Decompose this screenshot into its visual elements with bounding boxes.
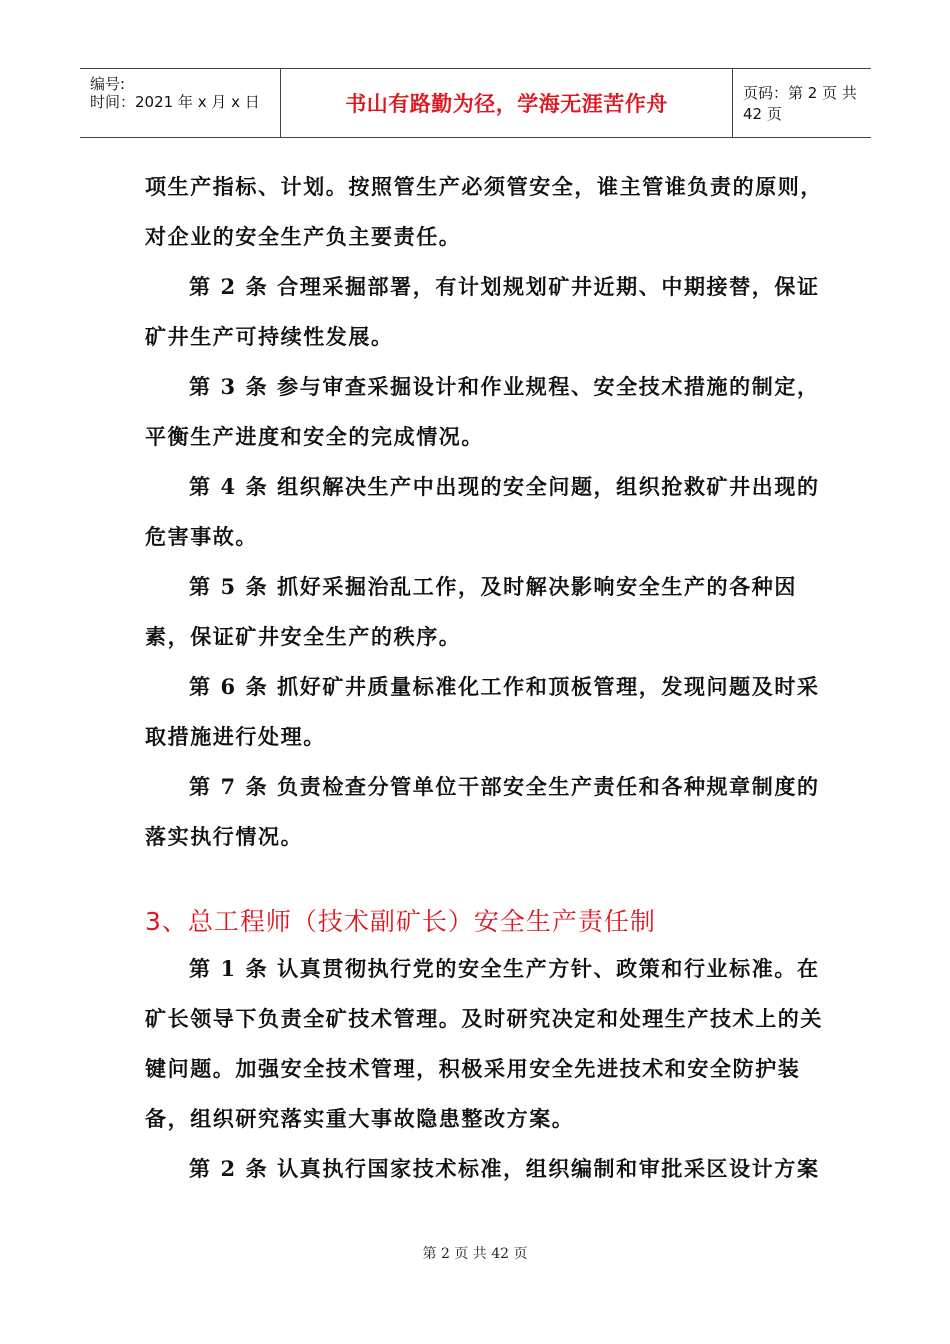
article-paragraph: 第 5 条 抓好采掘治乱工作，及时解决影响安全生产的各种因素，保证矿井安全生产的秩序。 [145,574,797,649]
header-motto-cell [281,69,733,137]
page-footer: 第 2 页 共 42 页 [422,1246,528,1262]
header-page-label: 页码：第 2 页 共 42 页 [743,84,857,123]
header-motto: 书山有路勤为径，学海无涯苦作舟 [345,92,668,116]
top-paragraphs [145,162,825,862]
document-number-label: 编号: [90,75,126,93]
header-info-cell [80,69,281,137]
article-paragraph: 第 2 条 认真执行国家技术标准，组织编制和审批采区设计方案 [189,1156,820,1181]
article-paragraph: 第 7 条 负责检查分管单位干部安全生产责任和各种规章制度的落实执行情况。 [145,774,820,849]
article-paragraph: 第 4 条 组织解决生产中出现的安全问题，组织抢救矿井出现的危害事故。 [145,474,820,549]
article-paragraph: 项生产指标、计划。按照管生产必须管安全，谁主管谁负责的原则，对企业的安全生产负主要责任。 [145,174,823,249]
document-date-label: 时间：2021 年 x 月 x 日 [90,93,260,111]
article-paragraph: 第 2 条 合理采掘部署，有计划规划矿井近期、中期接替，保证矿井生产可持续性发展。 [145,274,820,349]
article-paragraph: 第 6 条 抓好矿井质量标准化工作和顶板管理，发现问题及时采取措施进行处理。 [145,674,820,749]
section-heading: 3、总工程师（技术副矿长）安全生产责任制 [145,907,656,936]
article-paragraph: 第 3 条 参与审查采掘设计和作业规程、安全技术措施的制定，平衡生产进度和安全的完成情况。 [145,374,820,449]
document-body [145,162,825,1194]
header-page-cell [733,69,871,137]
page-header [80,68,871,138]
article-paragraph: 第 1 条 认真贯彻执行党的安全生产方针、政策和行业标准。在矿长领导下负责全矿技术管理。及时研究决定和处理生产技术上的关键问题。加强安全技术管理，积极采用安全先进技术和安全防护装备，组织研究落实重大事故隐患整改方案。 [145,956,823,1131]
bottom-paragraphs [145,944,825,1194]
